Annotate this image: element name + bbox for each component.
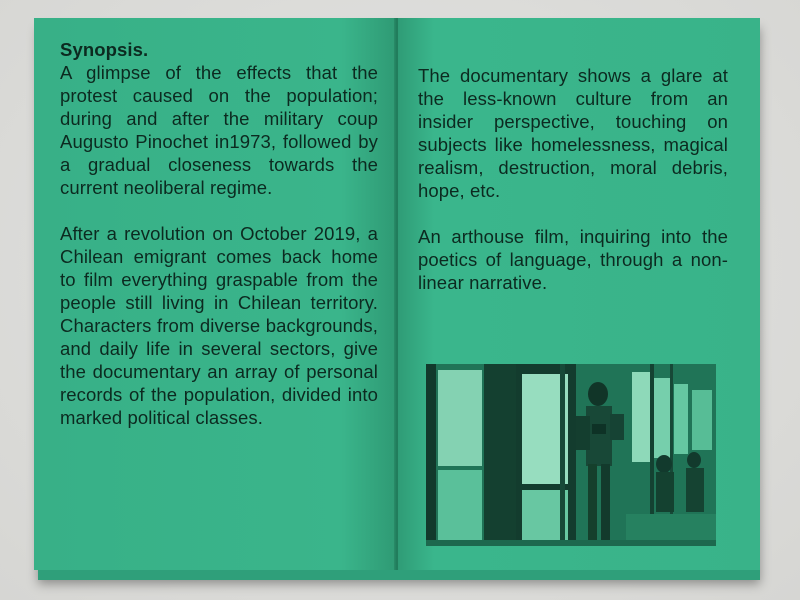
left-page [34, 18, 396, 570]
open-booklet [34, 18, 760, 576]
synopsis-text [60, 38, 378, 452]
description-paragraph-2: An arthouse film, inquiring into the poetics of language, through a non-linear narrative. [418, 226, 728, 293]
right-page [398, 18, 760, 570]
description-paragraph-1: The documentary shows a glare at the less-known culture from an insider perspective, touching on subjects like homelessness, magical realism, destruction, moral debris, hope, etc. [418, 65, 728, 201]
metro-interior-photo [426, 364, 716, 546]
metro-photo-graphic [426, 364, 716, 546]
description-text [418, 64, 728, 317]
synopsis-paragraph-1: A glimpse of the effects that the protest caused on the population; during and after the military coup Augusto Pinochet in1973, followed by a gradual closeness towards the current neoliberal regime. [60, 62, 378, 198]
synopsis-paragraph-2: After a revolution on October 2019, a Chilean emigrant comes back home to film everything graspable from the people still living in Chilean territory. Characters from diverse backgrounds, and daily life in several sectors, give the documentary an array of personal records of the population, divided into marked political classes. [60, 223, 378, 428]
synopsis-heading: Synopsis. [60, 39, 149, 60]
